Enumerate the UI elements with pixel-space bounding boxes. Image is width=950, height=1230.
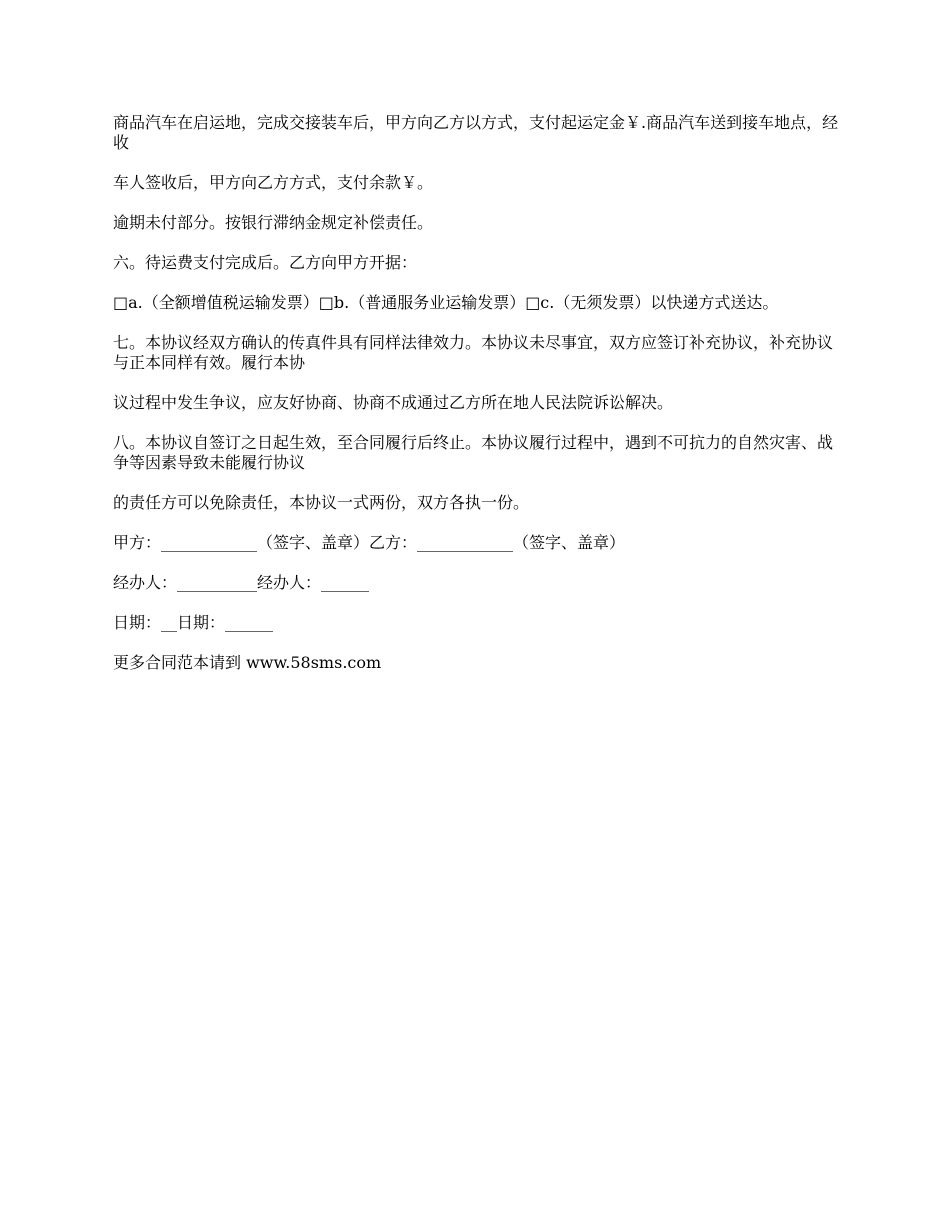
signature-line-parties: 甲方：____________（签字、盖章）乙方：____________（签字、盖章） (113, 533, 626, 552)
footer-more-templates: 更多合同范本请到 www.58sms.com (113, 653, 382, 672)
signature-line-handlers: 经办人：__________经办人：______ (113, 573, 370, 592)
paragraph-clause-six: 六。待运费支付完成后。乙方向甲方开据： (113, 253, 418, 272)
document-page (113, 113, 843, 693)
paragraph-liability-copies: 的责任方可以免除责任，本协议一式两份，双方各执一份。 (113, 493, 530, 512)
signature-line-dates: 日期：__日期：______ (113, 613, 274, 632)
paragraph-payment-deposit: 商品汽车在启运地，完成交接装车后，甲方向乙方以方式，支付起运定金￥.商品汽车送到接车地点，经收 (113, 113, 839, 152)
paragraph-invoice-options: □a.（全额增值税运输发票）□b.（普通服务业运输发票）□c.（无须发票）以快递方式送达。 (113, 293, 779, 312)
paragraph-clause-seven: 七。本协议经双方确认的传真件具有同样法律效力。本协议未尽事宜，双方应签订补充协议，补充协议与正本同样有效。履行本协 (113, 333, 834, 372)
paragraph-payment-balance: 车人签收后，甲方向乙方方式，支付余款￥。 (113, 173, 434, 192)
paragraph-overdue: 逾期未付部分。按银行滞纳金规定补偿责任。 (113, 213, 434, 232)
paragraph-clause-eight: 八。本协议自签订之日起生效，至合同履行后终止。本协议履行过程中，遇到不可抗力的自然灾害、战争等因素导致未能履行协议 (113, 433, 834, 472)
paragraph-dispute-resolution: 议过程中发生争议，应友好协商、协商不成通过乙方所在地人民法院诉讼解决。 (113, 393, 674, 412)
